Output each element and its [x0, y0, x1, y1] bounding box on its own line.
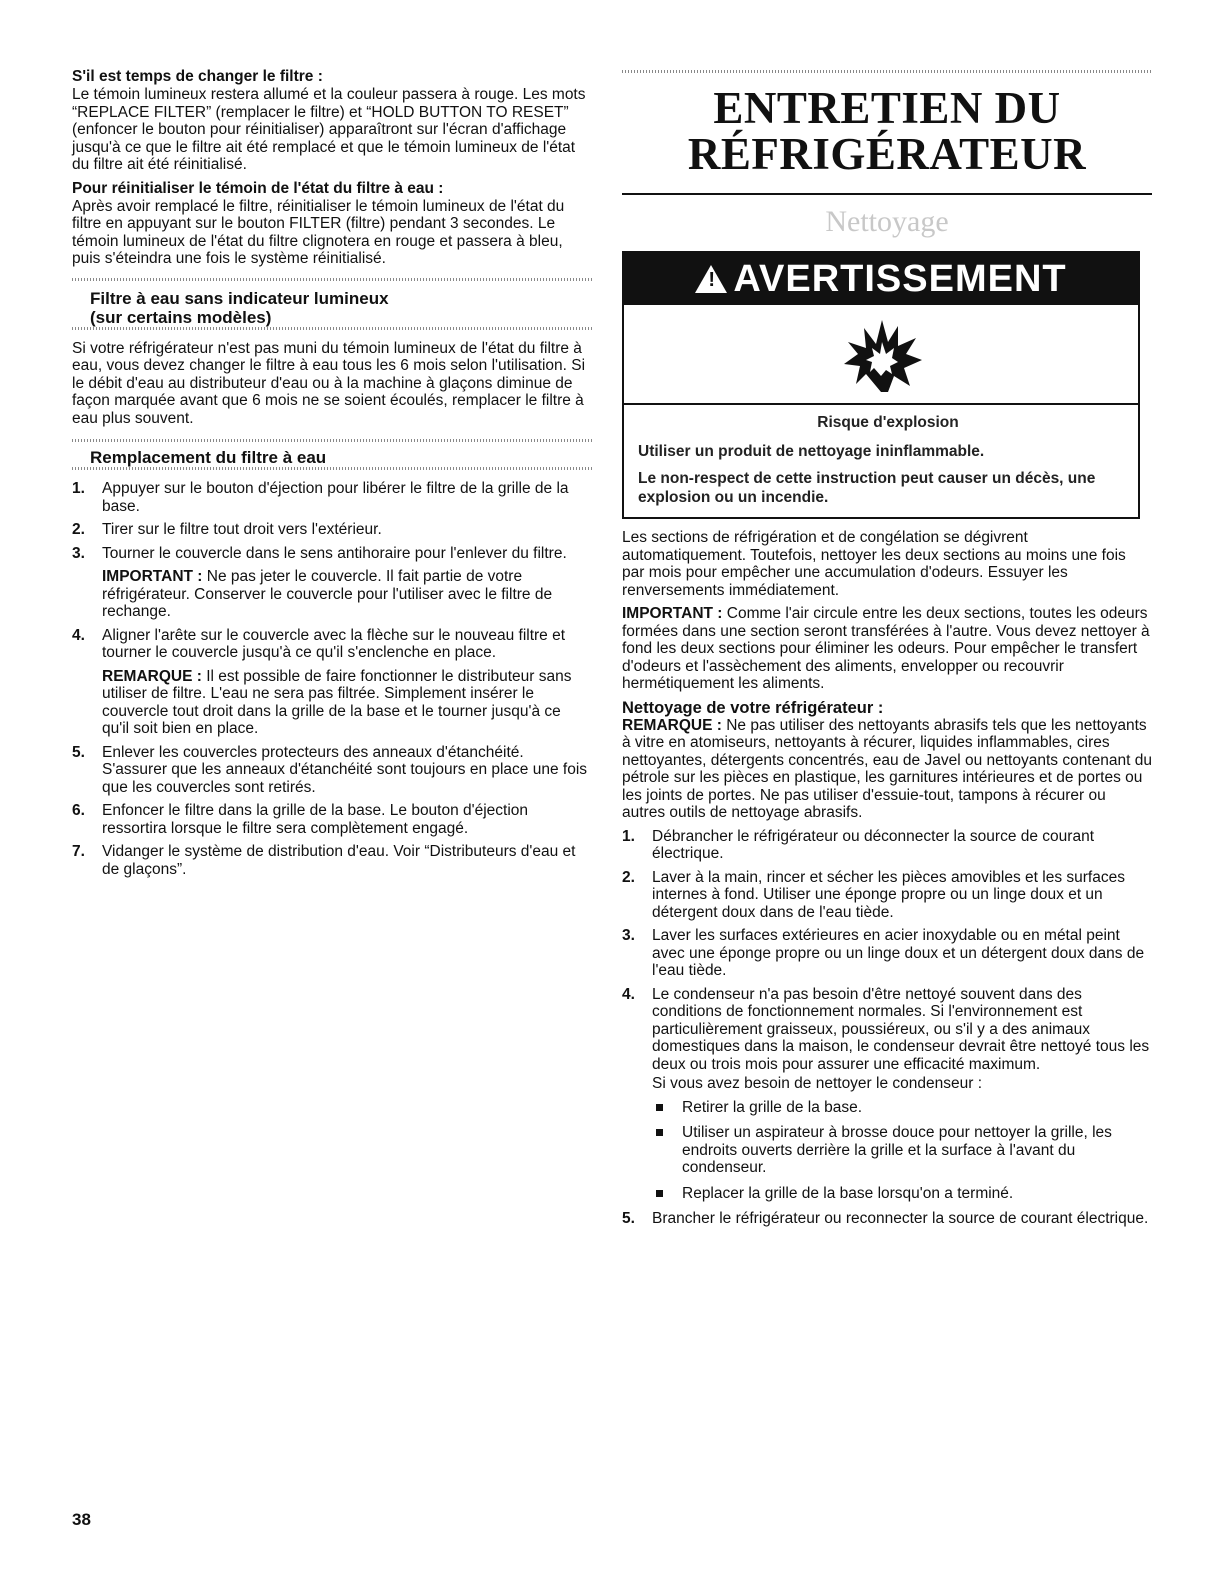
important-paragraph: IMPORTANT : Comme l'air circule entre les deux sections, toutes les odeurs formées dans une section seront transférées à l'autre. Vous devez nettoyer à fond les deux sections pour éliminer les odeurs. Pour empêcher le transfert d'odeurs et l'assèchement des aliments, envelopper ou recouvrir hermétiquement les aliments. — [622, 605, 1150, 692]
explosion-icon — [836, 314, 926, 394]
bullet-item: Retirer la grille de la base. — [652, 1099, 1152, 1117]
warning-risk: Risque d'explosion — [817, 414, 959, 431]
remarque-paragraph: REMARQUE : Ne pas utiliser des nettoyants abrasifs tels que les nettoyants à vitre en atomiseurs, nettoyants à récurer, liquides inflammables, cires nettoyantes, détergents concentrés, eau de Javel ou nettoyants contenant du pétrole sur les pièces en plastique, les garnitures intérieures et de portes ou les joints de portes. Ne pas utiliser d'essuie-tout, tampons à récurer ou autres outils de nettoyage abrasifs. — [622, 716, 1152, 821]
warning-consequence: Le non-respect de cette instruction peut causer un décès, une explosion ou un incendie. — [638, 470, 1096, 506]
list-item: 2. Laver à la main, rincer et sécher les pièces amovibles et les surfaces internes à fond. Utiliser une éponge propre ou un linge doux et un détergent doux dans de l'eau tiède. — [622, 868, 1125, 921]
section-title-no-indicator — [72, 289, 592, 327]
section-title-line1: Filtre à eau sans indicateur lumineux — [90, 288, 389, 308]
filter-reset-paragraph: Après avoir remplacé le filtre, réinitialiser le témoin lumineux de l'état du filtre en appuyant sur le bouton FILTER (filtre) pendant 3 secondes. Le témoin lumineux de l'état du filtre clignotera en rouge et passera à bleu, puis s'éteindra une fois le système réinitialisé. — [72, 197, 565, 267]
page-number: 38 — [72, 1510, 91, 1529]
list-item: 1. Appuyer sur le bouton d'éjection pour libérer le filtre de la grille de la base. — [72, 480, 569, 515]
list-item: 6. Enfoncer le filtre dans la grille de la base. Le bouton d'éjection ressortira lorsque le filtre sera complètement engagé. — [72, 802, 529, 837]
filter-change-paragraph: Le témoin lumineux restera allumé et la couleur passera à rouge. Les mots “REPLACE FILTER” (remplacer le filtre) et “HOLD BUTTON TO RESET” (enfoncer le bouton pour réinitialiser) apparaîtront sur l'écran d'affichage jusqu'à ce que le filtre ait été remplacé et que le témoin lumineux de l'état du filtre ait été réinitialisé. — [72, 86, 586, 173]
warning-box — [622, 251, 1140, 519]
bullet-square-icon — [656, 1190, 663, 1197]
title-line2: RÉFRIGÉRATEUR — [687, 129, 1087, 179]
bullet-square-icon — [656, 1129, 663, 1136]
list-item: 5. Brancher le réfrigérateur ou reconnecter la source de courant électrique. — [622, 1210, 1149, 1227]
warning-instruction: Utiliser un produit de nettoyage ininflammable. — [638, 443, 985, 460]
right-column — [622, 0, 1152, 1234]
bullet-item: Utiliser un aspirateur à brosse douce pour nettoyer la grille, les endroits ouverts derrière la grille et la surface à l'avant du condenseur. — [652, 1124, 1152, 1177]
page-title — [622, 85, 1152, 177]
bullet-square-icon — [656, 1104, 663, 1111]
list-item: 4. Le condenseur n'a pas besoin d'être nettoyé souvent dans des conditions de fonctionnement normales. Si l'environnement est particulièrement graisseux, poussiéreux, ou s'il y a des animaux domestiques dans la maison, le condenseur devrait être nettoyé tous les deux ou trois mois pour assurer une efficacité maximum. Si vous avez besoin de nettoyer le condenseur : Retirer la grille de la base. Utiliser un aspirateur à brosse douce pour nettoyer la grille, les endroits ouverts derrière la grille et la surface à l'avant du condenseur. Replacer la grille de la base lorsqu'on a terminé. — [622, 986, 1152, 1203]
section-subtitle: Nettoyage — [825, 205, 949, 238]
list-item: 4. Aligner l'arête sur le couvercle avec la flèche sur le nouveau filtre et tourner le couvercle jusqu'à ce qu'il s'enclenche en place. REMARQUE : Il est possible de faire fonctionner le distributeur sans utiliser de filtre. L'eau ne sera pas filtrée. Simplement insérer le couvercle tout droit dans la grille de la base et le tourner jusqu'à ce qu'il soit bien en place. — [72, 627, 592, 738]
list-item: 1. Débrancher le réfrigérateur ou déconnecter la source de courant électrique. — [622, 827, 1095, 862]
section-title-replacement: Remplacement du filtre à eau — [90, 448, 327, 467]
filter-reset-heading: Pour réinitialiser le témoin de l'état du filtre à eau : — [72, 179, 444, 197]
step-note: REMARQUE : Il est possible de faire fonctionner le distributeur sans utiliser de filtre. L'eau ne sera pas filtrée. Simplement insérer le couvercle tout droit dans la grille de la base et le tourner jusqu'à ce qu'il soit bien en place. — [102, 667, 572, 737]
list-item: 3. Laver les surfaces extérieures en acier inoxydable ou en métal peint avec une éponge propre ou un linge doux et un détergent doux dans de l'eau tiède. — [622, 927, 1145, 979]
list-item: 3. Tourner le couvercle dans le sens antihoraire pour l'enlever du filtre. IMPORTANT : Ne pas jeter le couvercle. Il fait partie de votre réfrigérateur. Conserver le couvercle pour l'utiliser avec le filtre de rechange. — [72, 545, 592, 621]
section-title-line2: (sur certains modèles) — [90, 307, 272, 327]
list-item: 2. Tirer sur le filtre tout droit vers l'extérieur. — [72, 521, 382, 538]
warning-triangle-icon: ! — [695, 265, 727, 293]
condenser-intro: Si vous avez besoin de nettoyer le condenseur : — [652, 1075, 983, 1092]
warning-icon-row — [624, 305, 1138, 405]
warning-title: AVERTISSEMENT — [733, 257, 1067, 300]
defrost-paragraph: Les sections de réfrigération et de congélation se dégivrent automatiquement. Toutefois, nettoyer les deux sections au moins une fois par mois pour empêcher une accumulation d'odeurs. Essuyer les renversements immédiatement. — [622, 529, 1126, 599]
warning-header — [624, 253, 1138, 305]
step-note: IMPORTANT : Ne pas jeter le couvercle. Il fait partie de votre réfrigérateur. Conserver le couvercle pour l'utiliser avec le filtre de rechange. — [102, 568, 553, 620]
no-indicator-paragraph: Si votre réfrigérateur n'est pas muni du témoin lumineux de l'état du filtre à eau, vous devez changer le filtre à eau tous les 6 mois selon l'utilisation. Si le débit d'eau au distributeur d'eau ou à la machine à glaçons diminue de façon marquée avant que 6 mois ne se soient écoulés, remplacer le filtre à eau plus souvent. — [72, 339, 586, 427]
bullet-item: Replacer la grille de la base lorsqu'on a terminé. — [652, 1185, 1152, 1203]
replacement-steps — [72, 480, 592, 878]
cleaning-heading: Nettoyage de votre réfrigérateur : — [622, 698, 884, 717]
list-item: 5. Enlever les couvercles protecteurs des anneaux d'étanchéité. S'assurer que les anneaux d'étanchéité sont toujours en place une fois que les couvercles sont retirés. — [72, 743, 588, 796]
left-column — [72, 0, 592, 884]
cleaning-steps — [622, 828, 1152, 1228]
list-item: 7. Vidanger le système de distribution d'eau. Voir “Distributeurs d'eau et de glaçons”. — [72, 843, 576, 878]
warning-body — [624, 405, 1138, 517]
title-line1: ENTRETIEN DU — [713, 83, 1061, 133]
condenser-bullets — [652, 1099, 1152, 1203]
filter-change-heading: S'il est temps de changer le filtre : — [72, 68, 323, 85]
